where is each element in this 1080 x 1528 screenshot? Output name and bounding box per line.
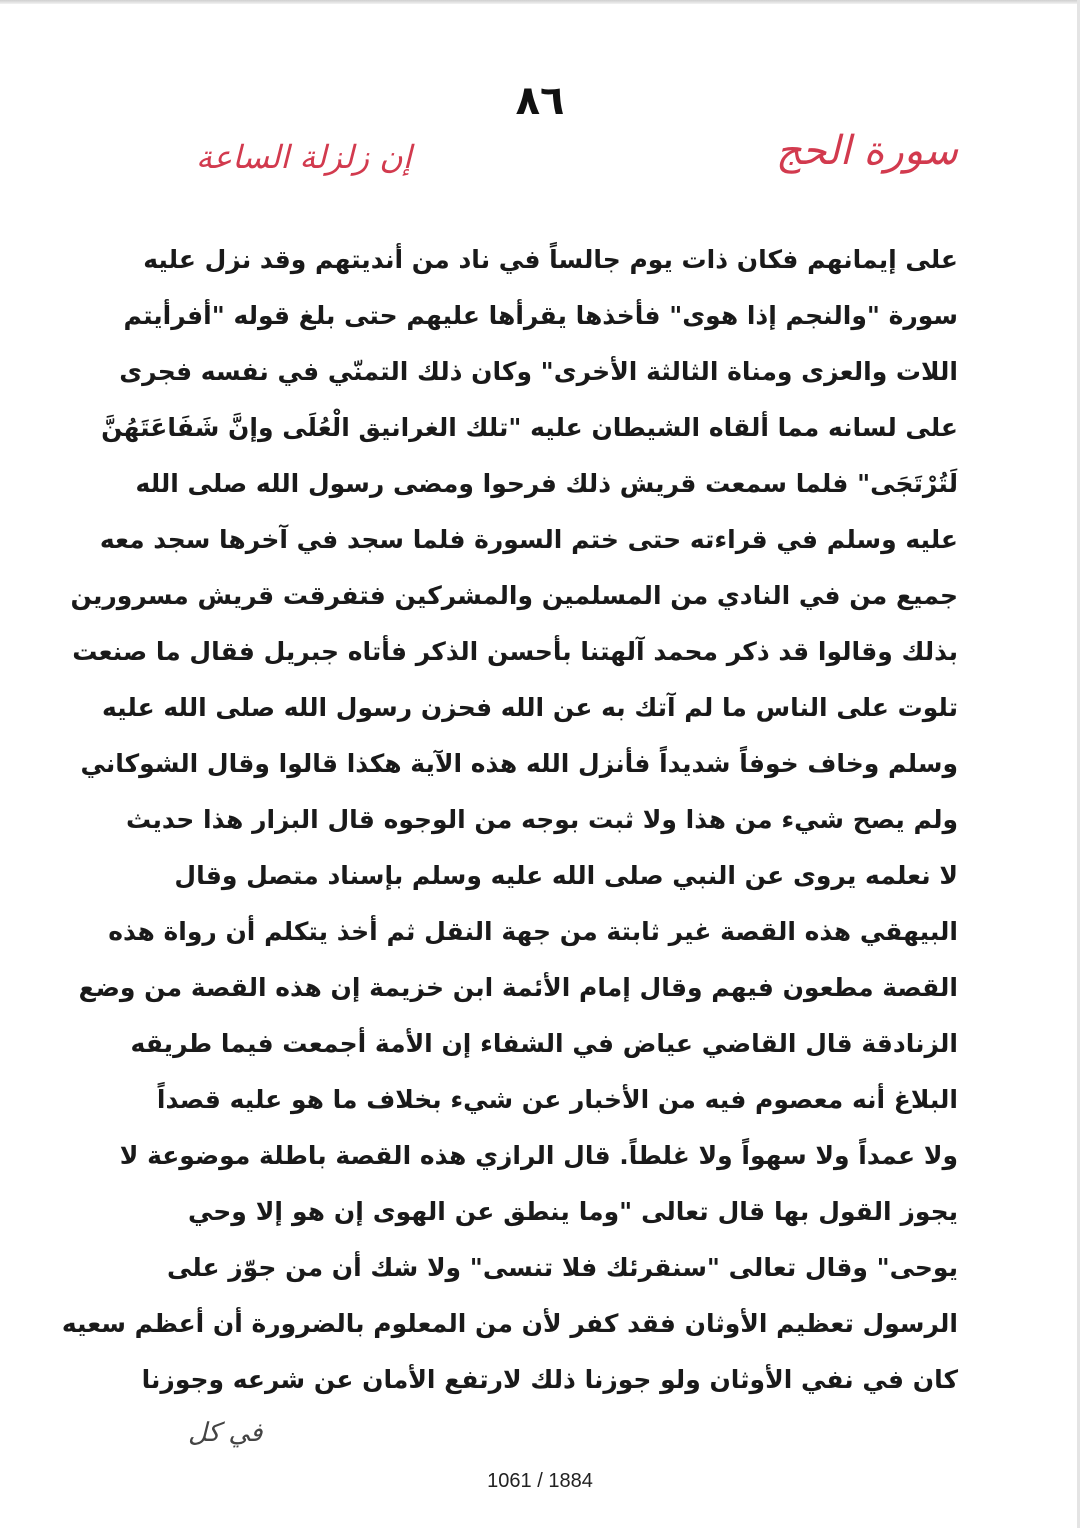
- scan-edge-top: [0, 0, 1080, 4]
- text-line: سورة "والنجم إذا هوى" فأخذها يقرأها عليهم حتى بلغ قوله "أفرأيتم: [123, 301, 958, 330]
- section-title: إن زلزلة الساعة: [196, 138, 412, 176]
- text-line: على إيمانهم فكان ذات يوم جالساً في ناد من أنديتهم وقد نزل عليه: [143, 245, 958, 274]
- text-line: يجوز القول بها قال تعالى "وما ينطق عن الهوى إن هو إلا وحي: [188, 1197, 958, 1226]
- text-line: تلوت على الناس ما لم آتك به عن الله فحزن رسول الله صلى الله عليه: [102, 693, 958, 722]
- text-line: البلاغ أنه معصوم فيه من الأخبار عن شيء بخلاف ما هو عليه قصداً: [156, 1085, 958, 1114]
- text-line: على لسانه مما ألقاه الشيطان عليه "تلك الغرانيق الْعُلَى وإنَّ شَفَاعَتَهُنَّ: [101, 413, 958, 442]
- text-line: الرسول تعظيم الأوثان فقد كفر لأن من المعلوم بالضرورة أن أعظم سعيه: [61, 1309, 958, 1338]
- page-number: ٨٦: [515, 78, 565, 124]
- surah-title: سورة الحج: [775, 128, 958, 174]
- body-text: [61, 232, 958, 1408]
- text-line: لا نعلمه يروى عن النبي صلى الله عليه وسلم بإسناد متصل وقال: [174, 861, 958, 890]
- text-line: لَتُرْتَجَى" فلما سمعت قريش ذلك فرحوا ومضى رسول الله صلى الله: [135, 469, 958, 498]
- text-line: البيهقي هذه القصة غير ثابتة من جهة النقل ثم أخذ يتكلم أن رواة هذه: [108, 917, 958, 946]
- text-line: ولا عمداً ولا سهواً ولا غلطاً. قال الرازي هذه القصة باطلة موضوعة لا: [119, 1141, 958, 1170]
- text-line: كان في نفي الأوثان ولو جوزنا ذلك لارتفع الأمان عن شرعه وجوزنا: [141, 1365, 958, 1394]
- text-line: ولم يصح شيء من هذا ولا ثبت بوجه من الوجوه قال البزار هذا حديث: [126, 805, 958, 834]
- text-line: وسلم وخاف خوفاً شديداً فأنزل الله هذه الآية هكذا قالوا وقال الشوكاني: [80, 749, 958, 778]
- text-line: اللات والعزى ومناة الثالثة الأخرى" وكان ذلك التمنّي في نفسه فجرى: [119, 357, 958, 386]
- catchword: في كل: [188, 1418, 263, 1448]
- text-line: الزنادقة قال القاضي عياض في الشفاء إن الأمة أجمعت فيما طريقه: [130, 1029, 958, 1058]
- text-line: القصة مطعون فيهم وقال إمام الأئمة ابن خزيمة إن هذه القصة من وضع: [78, 973, 958, 1002]
- text-line: بذلك وقالوا قد ذكر محمد آلهتنا بأحسن الذكر فأتاه جبريل فقال ما صنعت: [72, 637, 958, 666]
- text-line: عليه وسلم في قراءته حتى ختم السورة فلما سجد في آخرها سجد معه: [99, 525, 958, 554]
- text-line: جميع من في النادي من المسلمين والمشركين فتفرقت قريش مسرورين: [70, 581, 958, 610]
- page-counter: 1061 / 1884: [487, 1470, 593, 1492]
- text-line: يوحى" وقال تعالى "سنقرئك فلا تنسى" ولا شك أن من جوّز على: [167, 1253, 958, 1282]
